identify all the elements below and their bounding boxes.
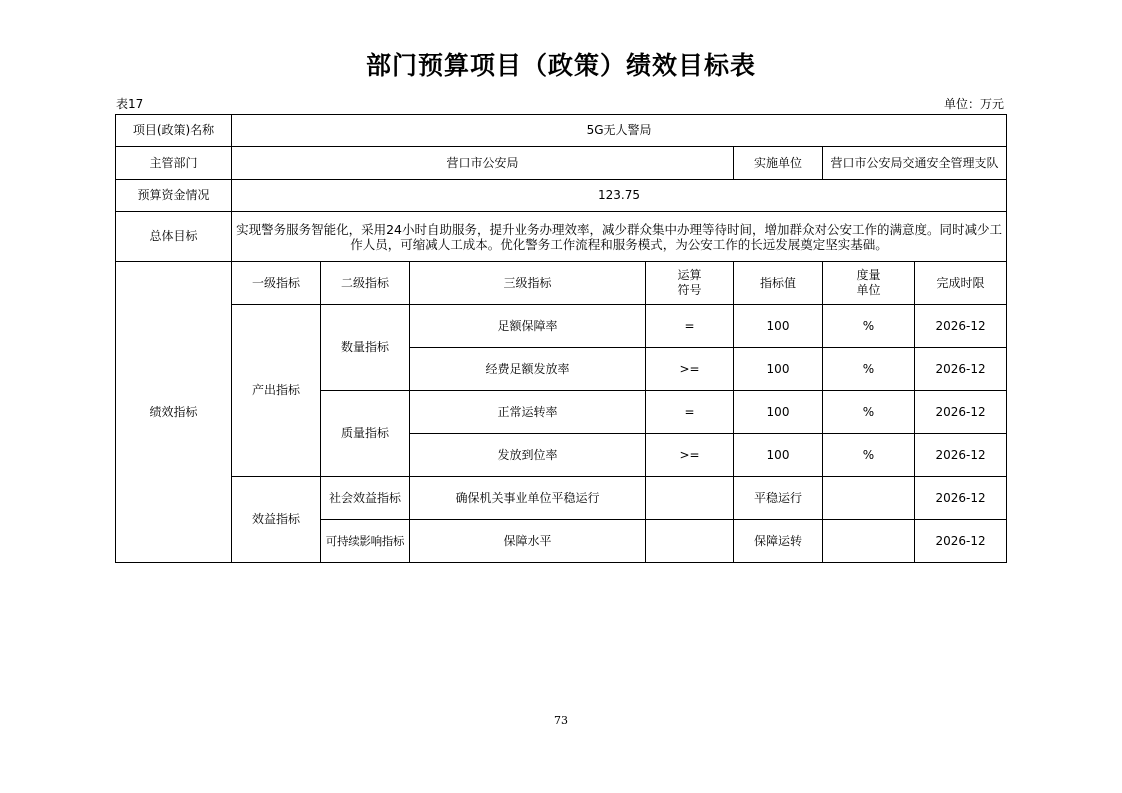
row-value: 100	[734, 391, 823, 434]
row-unit	[823, 477, 915, 520]
row-deadline: 2026-12	[915, 477, 1007, 520]
table-row	[116, 477, 1007, 520]
row-name: 确保机关事业单位平稳运行	[410, 477, 646, 520]
row-deadline: 2026-12	[915, 305, 1007, 348]
indicator-header-row	[116, 262, 1007, 305]
row-name: 正常运转率	[410, 391, 646, 434]
budget-row	[116, 180, 1007, 212]
department-row	[116, 147, 1007, 180]
goal-row	[116, 212, 1007, 262]
row-operator: =	[646, 305, 734, 348]
goal-value: 实现警务服务智能化，采用24小时自助服务，提升业务办理效率，减少群众集中办理等待时间，增加群众对公安工作的满意度。同时减少工作人员，可缩减人工成本。优化警务工作流程和服务模式，为公安工作的长远发展奠定坚实基础。	[232, 212, 1007, 262]
row-deadline: 2026-12	[915, 520, 1007, 563]
header-measure-line2: 单位	[856, 283, 881, 297]
header-target: 指标值	[734, 262, 823, 305]
group-sustain: 可持续影响指标	[321, 520, 410, 563]
impl-unit-value: 营口市公安局交通安全管理支队	[823, 147, 1007, 180]
row-name: 保障水平	[410, 520, 646, 563]
department-value: 营口市公安局	[232, 147, 734, 180]
table-number: 表17	[116, 97, 144, 111]
row-unit: %	[823, 391, 915, 434]
impl-unit-label: 实施单位	[734, 147, 823, 180]
row-operator: >=	[646, 434, 734, 477]
row-value: 100	[734, 434, 823, 477]
header-level3: 三级指标	[410, 262, 646, 305]
page-number: 73	[554, 714, 568, 727]
project-name-row	[116, 115, 1007, 147]
budget-value: 123.75	[232, 180, 1007, 212]
row-operator: =	[646, 391, 734, 434]
row-unit: %	[823, 305, 915, 348]
header-operator	[646, 262, 734, 305]
performance-label: 绩效指标	[116, 262, 232, 563]
performance-target-table	[115, 114, 1007, 563]
group-quantity: 数量指标	[321, 305, 410, 391]
row-value: 100	[734, 305, 823, 348]
header-operator-line2: 符号	[677, 283, 702, 297]
row-name: 经费足额发放率	[410, 348, 646, 391]
group-social: 社会效益指标	[321, 477, 410, 520]
department-label: 主管部门	[116, 147, 232, 180]
header-operator-line1: 运算	[677, 268, 702, 282]
header-measure-line1: 度量	[856, 268, 881, 282]
group-benefit: 效益指标	[232, 477, 321, 563]
goal-label: 总体目标	[116, 212, 232, 262]
row-deadline: 2026-12	[915, 391, 1007, 434]
row-unit: %	[823, 348, 915, 391]
header-level1: 一级指标	[232, 262, 321, 305]
row-deadline: 2026-12	[915, 348, 1007, 391]
page-title: 部门预算项目（政策）绩效目标表	[365, 51, 756, 80]
row-value: 保障运转	[734, 520, 823, 563]
group-output: 产出指标	[232, 305, 321, 477]
unit-label: 单位：万元	[943, 97, 1004, 111]
row-unit	[823, 520, 915, 563]
row-value: 100	[734, 348, 823, 391]
budget-label: 预算资金情况	[116, 180, 232, 212]
header-measure	[823, 262, 915, 305]
group-quality: 质量指标	[321, 391, 410, 477]
row-operator	[646, 520, 734, 563]
header-deadline: 完成时限	[915, 262, 1007, 305]
table-row	[116, 305, 1007, 348]
project-name-label: 项目(政策)名称	[116, 115, 232, 147]
row-deadline: 2026-12	[915, 434, 1007, 477]
header-level2: 二级指标	[321, 262, 410, 305]
row-unit: %	[823, 434, 915, 477]
row-operator	[646, 477, 734, 520]
row-operator: >=	[646, 348, 734, 391]
row-name: 发放到位率	[410, 434, 646, 477]
row-value: 平稳运行	[734, 477, 823, 520]
project-name-value: 5G无人警局	[232, 115, 1007, 147]
row-name: 足额保障率	[410, 305, 646, 348]
